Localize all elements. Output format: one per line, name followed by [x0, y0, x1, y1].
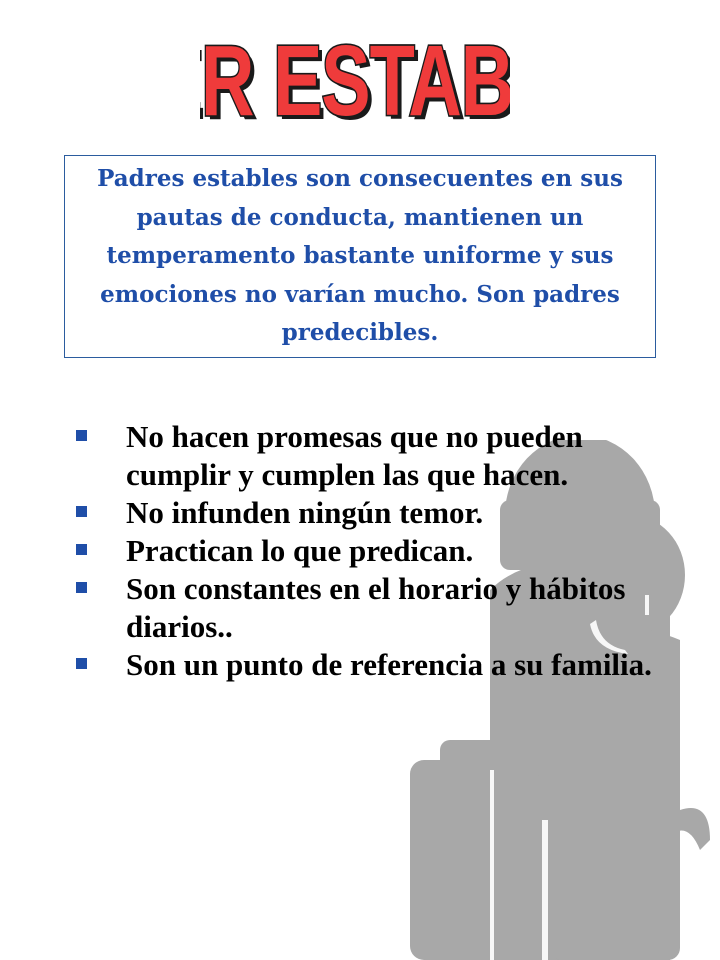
- bullet-text: Son constantes en el horario y hábitos diarios..: [126, 571, 626, 644]
- square-bullet-icon: [76, 418, 126, 441]
- bullet-list: [76, 418, 676, 684]
- square-bullet-icon: [76, 570, 126, 593]
- list-item: [76, 532, 676, 570]
- intro-box: [64, 155, 656, 358]
- list-item: [76, 494, 676, 532]
- page-title-shadow: R ESTAB: [204, 30, 510, 130]
- list-item: [76, 646, 676, 684]
- page-title: [200, 30, 510, 130]
- square-bullet-icon: [76, 494, 126, 517]
- bullet-text: Son un punto de referencia a su familia.: [126, 647, 652, 682]
- bullet-text: No hacen promesas que no pueden cumplir y cumplen las que hacen.: [126, 419, 583, 492]
- square-bullet-icon: [76, 532, 126, 555]
- square-bullet-icon: [76, 646, 126, 669]
- list-item: [76, 418, 676, 494]
- intro-text: Padres estables son consecuentes en sus pautas de conducta, mantienen un temperamento bastante uniforme y sus emociones no varían mucho. Son padres predecibles.: [97, 165, 623, 347]
- bullet-text: Practican lo que predican.: [126, 533, 474, 568]
- list-item: [76, 570, 676, 646]
- page-title-text: R ESTAB: [200, 30, 510, 130]
- bullet-text: No infunden ningún temor.: [126, 495, 484, 530]
